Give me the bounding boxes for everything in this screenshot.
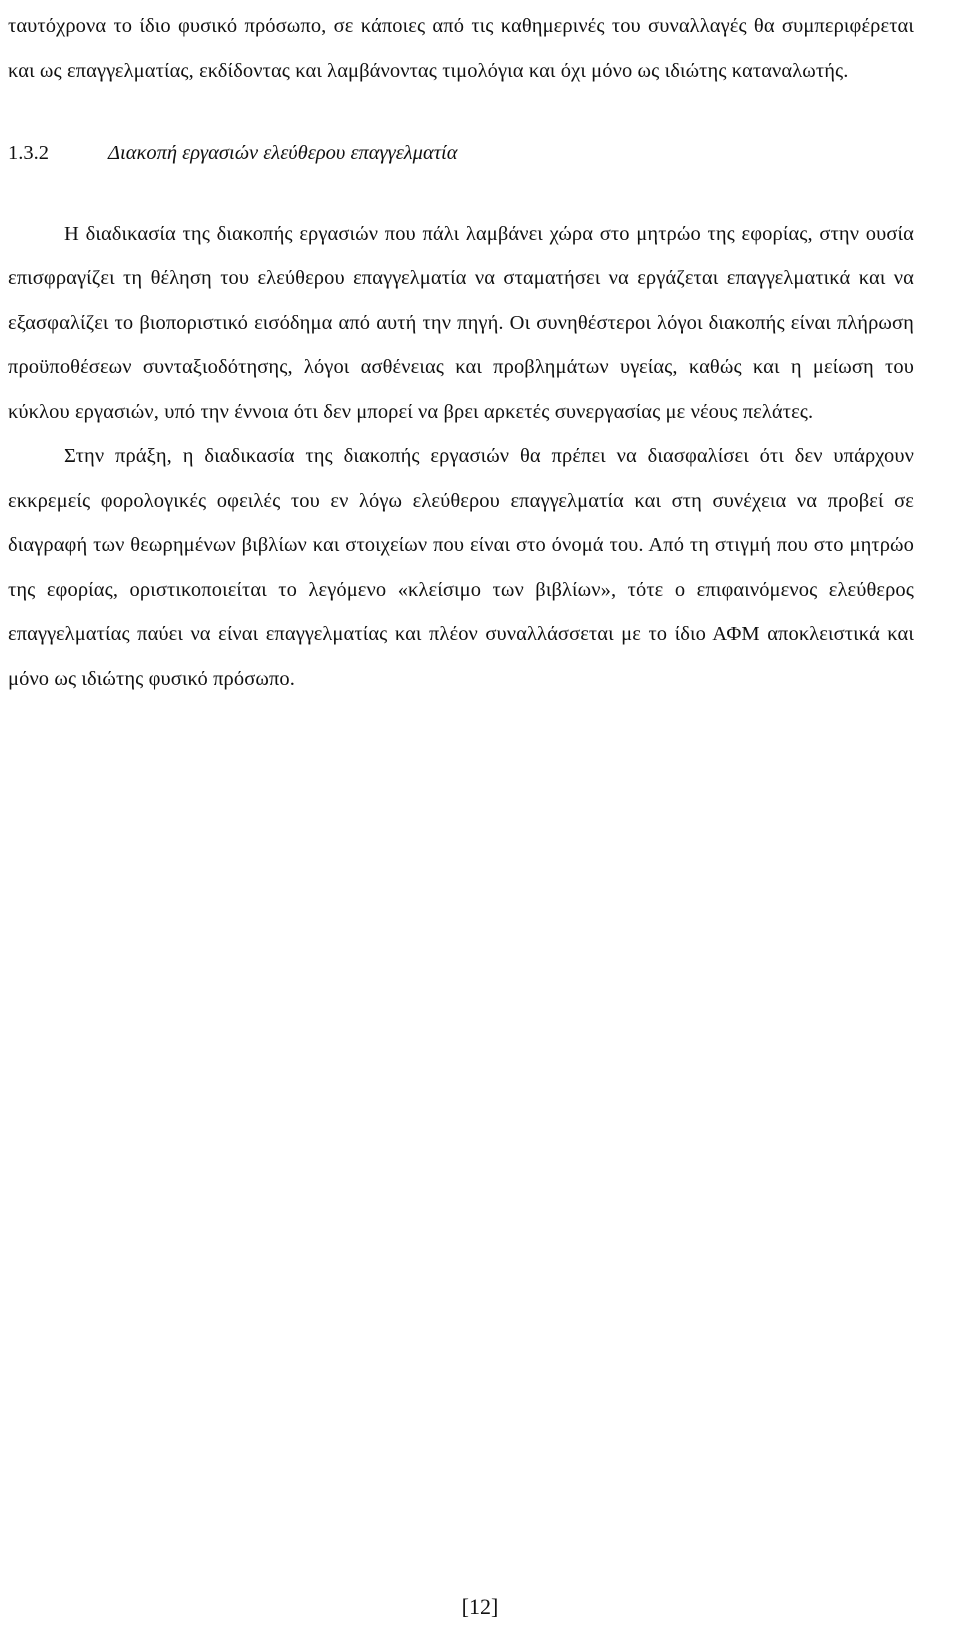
body-paragraph-1: Η διαδικασία της διακοπής εργασιών που πάλι λαμβάνει χώρα στο μητρώο της εφορίας, στην ουσία επισφραγίζει τη θέληση του ελεύθερου επαγγελματία να σταματήσει να εργάζεται επαγγελματικά και να εξασφαλίζει το βιοποριστικό εισόδημα από αυτή την πηγή. Οι συνηθέστεροι λόγοι διακοπής είναι πλήρωση προϋποθέσεων συνταξιοδότησης, λόγοι ασθένειας και προβλημάτων υγείας, καθώς και η μείωση του κύκλου εργασιών, υπό την έννοια ότι δεν μπορεί να βρει αρκετές συνεργασίας με νέους πελάτες. bbox=[8, 222, 914, 423]
heading-spacer bbox=[8, 176, 914, 212]
document-page bbox=[8, 0, 914, 701]
section-number: 1.3.2 bbox=[8, 142, 49, 164]
page-number: [12] bbox=[461, 1594, 499, 1619]
section-heading bbox=[8, 131, 914, 176]
intro-paragraph: ταυτόχρονα το ίδιο φυσικό πρόσωπο, σε κάποιες από τις καθημερινές του συναλλαγές θα συμπεριφέρεται και ως επαγγελματίας, εκδίδοντας και λαμβάνοντας τιμολόγια και όχι μόνο ως ιδιώτης καταναλωτής. bbox=[8, 15, 914, 82]
section-title: Διακοπή εργασιών ελεύθερου επαγγελματία bbox=[108, 142, 458, 164]
body-paragraph-2: Στην πράξη, η διαδικασία της διακοπής εργασιών θα πρέπει να διασφαλίσει ότι δεν υπάρχουν εκκρεμείς φορολογικές οφειλές του εν λόγω ελεύθερου επαγγελματία και στη συνέχεια να προβεί σε διαγραφή των θεωρημένων βιβλίων και στοιχείων που είναι στο όνομά του. Από τη στιγμή που στο μητρώο της εφορίας, οριστικοποιείται το λεγόμενο «κλείσιμο των βιβλίων», τότε ο επιφαινόμενος ελεύθερος επαγγελματίας παύει να είναι επαγγελματίας και πλέον συναλλάσσεται με το ίδιο ΑΦΜ αποκλειστικά και μόνο ως ιδιώτης φυσικό πρόσωπο. bbox=[8, 445, 914, 690]
